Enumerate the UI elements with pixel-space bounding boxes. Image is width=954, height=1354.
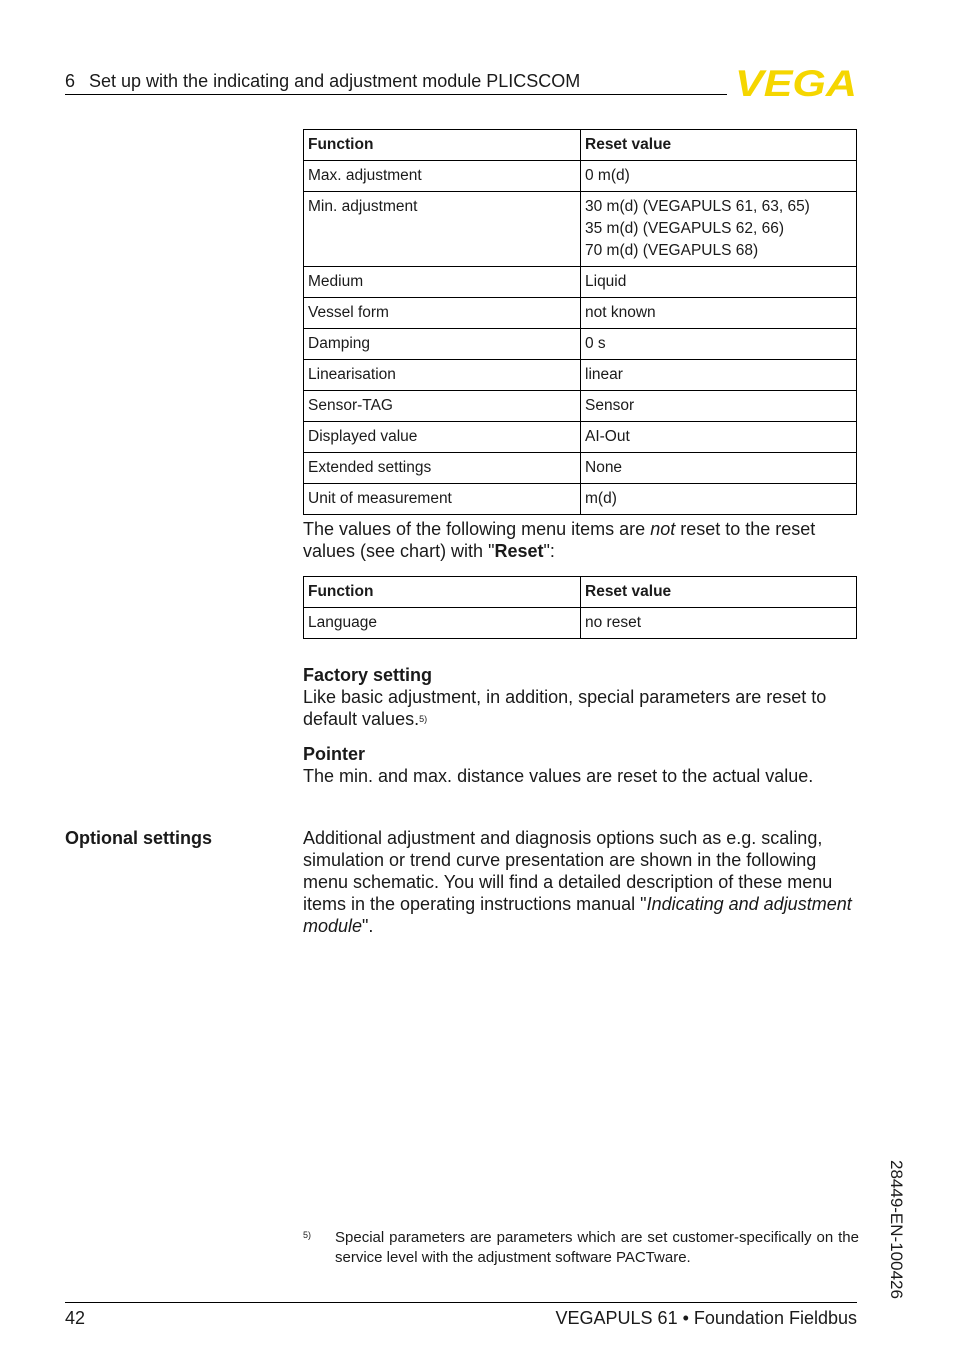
table-row	[304, 329, 857, 360]
section-title: Set up with the indicating and adjustment module PLICSCOM	[89, 71, 581, 91]
function-cell: Sensor-TAG	[304, 391, 581, 422]
reset-value-cell: Liquid	[581, 267, 857, 298]
function-cell: Extended settings	[304, 453, 581, 484]
factory-setting-title: Factory setting	[303, 665, 433, 685]
function-cell: Linearisation	[304, 360, 581, 391]
logo-text: VEGA	[735, 66, 857, 98]
pointer-title: Pointer	[303, 744, 366, 764]
footnote-text: Special parameters are parameters which are set customer-specifically on the service level with the adjustment software PACTware.	[335, 1229, 859, 1266]
reset-value-cell: Sensor	[581, 391, 857, 422]
optional-settings-label: Optional settings	[65, 828, 213, 848]
reset-value-cell: no reset	[581, 608, 857, 639]
reset-value-cell: 0 m(d)	[581, 161, 857, 192]
table-row	[304, 484, 857, 515]
table-row	[304, 391, 857, 422]
table-row	[304, 608, 857, 639]
section-number: 6	[65, 71, 76, 91]
footnote-number: 5)	[303, 1230, 312, 1240]
reset-values-table	[303, 129, 857, 515]
document-id: 28449-EN-100426	[887, 1160, 906, 1299]
reset-value-cell: m(d)	[581, 484, 857, 515]
function-cell: Language	[304, 608, 581, 639]
table-row	[304, 267, 857, 298]
function-cell: Min. adjustment	[304, 192, 581, 267]
page-header	[65, 70, 727, 95]
function-cell: Vessel form	[304, 298, 581, 329]
vega-logo	[735, 66, 857, 98]
table-row	[304, 360, 857, 391]
reset-value-cell: 0 s	[581, 329, 857, 360]
manual-title: Indicating and adjustment module	[303, 894, 852, 936]
reset-value-cell: 30 m(d) (VEGAPULS 61, 63, 65) 35 m(d) (VEGAPULS 62, 66) 70 m(d) (VEGAPULS 68)	[581, 192, 857, 267]
reset-value-cell: not known	[581, 298, 857, 329]
intro-text-1: The values of the following menu items are	[303, 519, 651, 539]
table-row	[304, 422, 857, 453]
table-header-row	[304, 130, 857, 161]
intro-bold-reset: Reset	[494, 541, 544, 561]
table-row	[304, 161, 857, 192]
factory-setting-text: Like basic adjustment, in addition, special parameters are reset to default values.$^{5)}$	[303, 687, 827, 729]
function-cell: Unit of measurement	[304, 484, 581, 515]
function-cell: Medium	[304, 267, 581, 298]
footnote	[303, 1228, 859, 1267]
reset-value-cell: linear	[581, 360, 857, 391]
function-cell: Damping	[304, 329, 581, 360]
column-header-reset-value: Reset value	[581, 577, 857, 608]
no-reset-table	[303, 576, 857, 639]
column-header-reset-value: Reset value	[581, 130, 857, 161]
table-row	[304, 298, 857, 329]
table-row	[304, 453, 857, 484]
page-number: 42	[65, 1308, 86, 1328]
page-footer	[65, 1302, 857, 1329]
intro-text-2: reset to the reset values (see chart) with "	[303, 519, 816, 561]
product-name: VEGAPULS 61 • Foundation Fieldbus	[555, 1308, 857, 1328]
table-row	[304, 192, 857, 267]
intro-text-3: ":	[543, 541, 555, 561]
function-cell: Max. adjustment	[304, 161, 581, 192]
not-reset-intro	[303, 518, 861, 562]
table-header-row	[304, 577, 857, 608]
intro-italic: not	[650, 519, 676, 539]
function-cell: Displayed value	[304, 422, 581, 453]
column-header-function: Function	[304, 130, 581, 161]
factory-setting-section	[303, 664, 861, 730]
optional-settings-text: Additional adjustment and diagnosis options such as e.g. scaling, simulation or trend curve presentation are shown in the following menu schematic. You will find a detailed description of these menu items in the operating instructions manual "Indicating and adjustment module".	[303, 828, 852, 936]
pointer-section	[303, 743, 861, 787]
reset-value-cell: AI-Out	[581, 422, 857, 453]
reset-value-cell: None	[581, 453, 857, 484]
column-header-function: Function	[304, 577, 581, 608]
footnote-ref: 5)	[419, 714, 428, 724]
pointer-text: The min. and max. distance values are reset to the actual value.	[303, 766, 814, 786]
